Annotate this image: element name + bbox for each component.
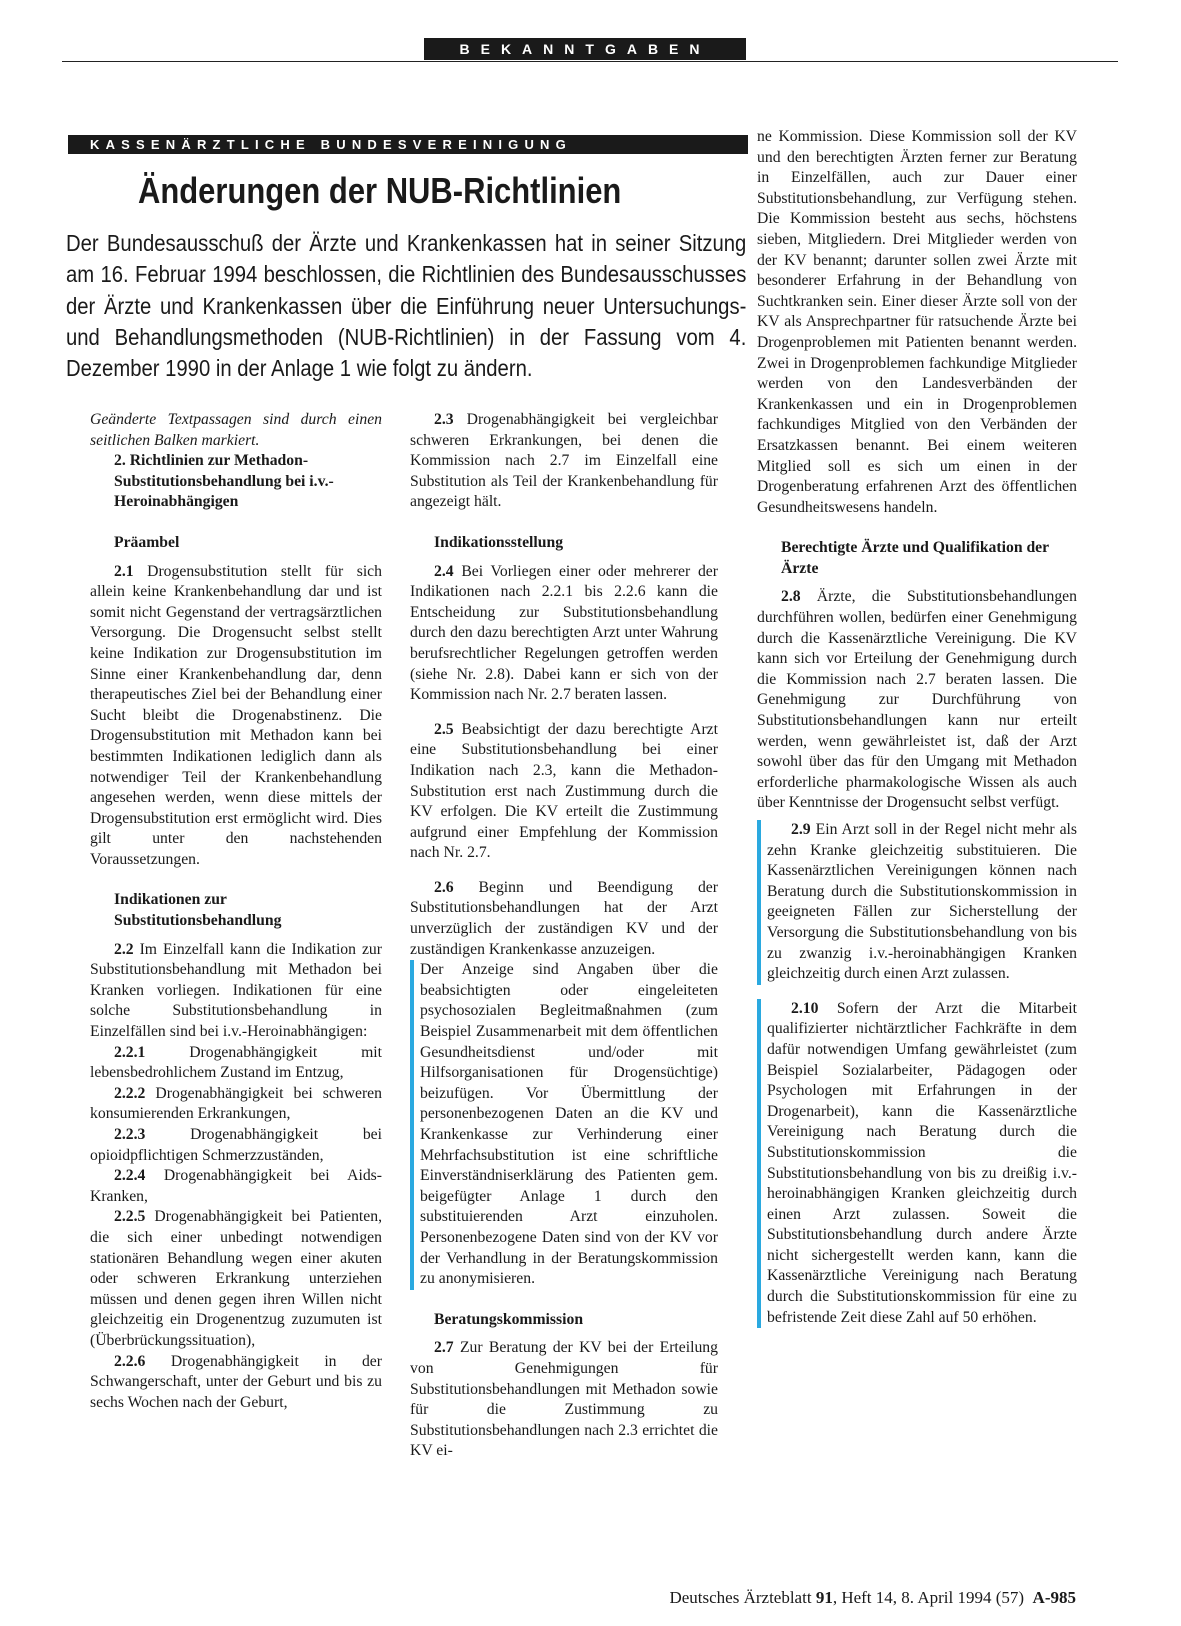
organization-banner: KASSENÄRZTLICHE BUNDESVEREINIGUNG xyxy=(68,135,748,154)
marking-note: Geänderte Textpassagen sind durch einen seitlichen Balken markiert. xyxy=(90,411,382,449)
journal-name: Deutsches Ärzteblatt xyxy=(669,1588,812,1607)
section-label: BEKANNTGABEN xyxy=(424,38,746,60)
paragraph-2-2-1: 2.2.1 Drogenabhängigkeit mit lebensbedrohlichem Zustand im Entzug, xyxy=(90,1043,382,1082)
paragraph-2-3: 2.3 Drogenabhängigkeit bei vergleichbar schweren Erkrankungen, bei denen die Kommission nach 2.7 im Einzelfall eine Substitution als Teil der Krankenbehandlung für angezeigt hält. xyxy=(410,411,718,511)
paragraph-2-9: 2.9 Ein Arzt soll in der Regel nicht mehr als zehn Kranke gleichzeitig substituieren. Die Kassenärztlichen Vereinigungen können nach Beratung durch die Substitutionskommission in geeigneten Fällen zur Sicherstellung der Versorgung die Substitutionsbehandlung von bis zu zwanzig i.v.-heroinabhängigen Kranken gleichzeitig durch einen Arzt zulassen. xyxy=(757,820,1077,985)
column-3 xyxy=(757,127,1077,1328)
paragraph-2-1: 2.1 Drogensubstitution stellt für sich allein keine Krankenbehandlung dar und ist somit nicht Gegenstand der vertragsärztlichen Versorgung. Die Drogensucht selbst stellt keine Indikation zur Drogensubstitution im Sinne einer Krankenbehandlung dar, denn therapeutisches Ziel bei der Behandlung einer Sucht bleibt die Drogenabstinenz. Die Drogensubstitution mit Methadon kann bei bestimmten Indikationen lediglich dann als notwendiger Teil der Krankenbehandlung angesehen werden, wenn diese mittels der Drogensubstitution erst ermöglicht wird. Dies gilt unter den nachstehenden Voraussetzungen. xyxy=(90,562,382,868)
page-footer xyxy=(604,1588,1076,1608)
paragraph-2-6-changed: Der Anzeige sind Angaben über die beabsichtigten oder eingeleiteten psychosozialen Begleitmaßnahmen (zum Beispiel Zusammenarbeit mit dem öffentlichen Gesundheitsdienst und/oder mit Hilfsorganisationen für Drogensüchtige) beizufügen. Vor Übermittlung der personenbezogenen Daten an die KV und Krankenkasse zur Verhinderung einer Mehrfachsubstitution ist eine schriftliche Einverständniserklärung des Patienten gem. beigefügter Anlage 1 durch den substituierenden Arzt einzuholen. Personenbezogene Daten sind von der KV vor der Verhandlung in der Beratungskommission zu anonymisieren. xyxy=(410,960,718,1290)
heading-beratungskommission: Beratungskommission xyxy=(434,1310,584,1328)
article-title: Änderungen der NUB-Richtlinien xyxy=(138,170,622,211)
heading-berechtigte-aerzte: Berechtigte Ärzte und Qualifikation der Ärzte xyxy=(781,539,1049,577)
paragraph-2-6: 2.6 Beginn und Beendigung der Substitutionsbehandlungen hat der Arzt unverzüglich der zuständigen KV und der zuständigen Krankenkasse anzuzeigen. xyxy=(410,878,718,958)
paragraph-2-8: 2.8 Ärzte, die Substitutionsbehandlungen durchführen wollen, bedürfen einer Genehmigung durch die Kassenärztliche Vereinigung. Die KV kann sich vor Erteilung der Genehmigung durch die Kommission nach 2.7 beraten lassen. Die Genehmigung zur Durchführung von Substitutionsbehandlungen kann nur erteilt werden, wenn gewährleistet ist, daß der Arzt sowohl über das für den Umgang mit Methadon erforderliche pharmakologische Wissen als auch über Kenntnisse der Drogensucht selbst verfügt. xyxy=(757,588,1077,812)
heading-praeambel: Präambel xyxy=(114,533,180,551)
article-lead: Der Bundesausschuß der Ärzte und Krankenkassen hat in seiner Sitzung am 16. Februar 1994 beschlossen, die Richtlinien des Bundesausschusses der Ärzte und Krankenkassen über die Einführung neuer Untersuchungs- und Behandlungsmethoden (NUB-Richtlinien) in der Fassung vom 4. Dezember 1990 in der Anlage 1 wie folgt zu ändern. xyxy=(66,230,747,382)
heading-indikationsstellung: Indikationsstellung xyxy=(434,533,564,551)
paragraph-2-10: 2.10 Sofern der Arzt die Mitarbeit qualifizierter nichtärztlicher Fachkräfte in dem dafür notwendigen Umfang gewährleistet (zum Beispiel Sozialarbeiter, Pädagogen oder Psychologen mit Erfahrungen in der Drogenarbeit), kann die Kassenärztliche Vereinigung nach Beratung durch die Substitutionskommission die Substitutionsbehandlung von bis zu dreißig i.v.-heroinabhängigen Kranken gleichzeitig durch einen Arzt zulassen. Soweit die Substitutionsbehandlung durch andere Ärzte nicht sichergestellt werden kann, kann die Kassenärztliche Vereinigung nach Beratung durch die Substitutionskommission für eine zu befristende Zeit diese Zahl auf 50 erhöhen. xyxy=(757,999,1077,1329)
paragraph-2-2-3: 2.2.3 Drogenabhängigkeit bei opioidpflichtigen Schmerzzuständen, xyxy=(90,1126,382,1164)
paragraph-2-2: 2.2 Im Einzelfall kann die Indikation zur Substitutionsbehandlung mit Methadon bei Kranken vorliegen. Indikationen für eine solche Substitutionsbehandlung in Einzelfällen sind bei i.v.-Heroinabhängigen: xyxy=(90,940,382,1041)
column-2 xyxy=(410,410,718,1462)
paragraph-2-4: 2.4 Bei Vorliegen einer oder mehrerer der Indikationen nach 2.2.1 bis 2.2.6 kann die Entscheidung zur Substitutionsbehandlung durch den dazu berechtigten Arzt unter Wahrung berufsrechtlicher Regelungen getroffen werden (siehe Nr. 2.8). Dabei kann er sich von der Kommission nach Nr. 2.7 beraten lassen. xyxy=(410,562,718,704)
section-heading-richtlinien: 2. Richtlinien zur Methadon-Substitutionsbehandlung bei i.v.-Heroinabhängigen xyxy=(114,452,334,511)
heading-indikationen: Indikationen zur Substitutionsbehandlung xyxy=(114,891,282,930)
page-number: A-985 xyxy=(1032,1588,1076,1607)
paragraph-2-2-6: 2.2.6 Drogenabhängigkeit in der Schwangerschaft, unter der Geburt und bis zu sechs Wochen nach der Geburt, xyxy=(90,1352,382,1411)
header-rule xyxy=(62,61,1118,62)
paragraph-2-2-5: 2.2.5 Drogenabhängigkeit bei Patienten, die sich einer unbedingt notwendigen stationären Behandlung wegen einer akuten oder schweren Erkrankung unterziehen müssen und denen gegen ihren Willen nicht gleichzeitig ein Drogenentzug zuzumuten ist (Überbrückungssituation), xyxy=(90,1208,382,1349)
paragraph-2-7-continued: ne Kommission. Diese Kommission soll der KV und den berechtigten Ärzten ferner zur Beratung in Einzelfällen, auch zur Dauer einer Substitutionsbehandlung, zur Verfügung stehen. Die Kommission besteht aus sechs, höchstens sieben, Mitgliedern. Drei Mitglieder werden von der KV benannt; darunter sollen zwei Ärzte mit besonderer Erfahrung in der Behandlung von Suchtkranken sein. Einer dieser Ärzte soll von der KV als Ansprechpartner für ratsuchende Ärzte bei Drogenproblemen mit Patienten benannt werden. Zwei in Drogenproblemen fachkundige Mitglieder werden von den Landesverbänden der Krankenkassen und ein in Drogenproblemen fachkundiges Mitglied von den Verbänden der Ersatzkassen benannt. Bei einem weiteren Mitglied soll es sich um einen in der Drogenberatung erfahrenen Arzt des öffentlichen Gesundheitswesens handeln. xyxy=(757,128,1077,516)
paragraph-2-2-4: 2.2.4 Drogenabhängigkeit bei Aids-Kranken, xyxy=(90,1167,383,1205)
paragraph-2-5: 2.5 Beabsichtigt der dazu berechtigte Arzt eine Substitutionsbehandlung bei einer Indikation nach 2.3, kann die Methadon-Substitution erst nach Zustimmung durch die KV erfolgen. Die KV erteilt die Zustimmung aufgrund einer Empfehlung der Kommission nach Nr. 2.7. xyxy=(410,720,719,862)
journal-issue: , Heft 14, 8. April 1994 (57) xyxy=(832,1588,1025,1607)
paragraph-2-2-2: 2.2.2 Drogenabhängigkeit bei schweren konsumierenden Erkrankungen, xyxy=(90,1084,382,1123)
paragraph-2-7: 2.7 Zur Beratung der KV bei der Erteilung von Genehmigungen für Substitutionsbehandlungen mit Methadon sowie für die Zustimmung zu Substitutionsbehandlungen nach 2.3 errichtet die KV ei- xyxy=(410,1339,718,1460)
journal-volume: 91 xyxy=(815,1588,833,1607)
column-1 xyxy=(90,410,382,1413)
